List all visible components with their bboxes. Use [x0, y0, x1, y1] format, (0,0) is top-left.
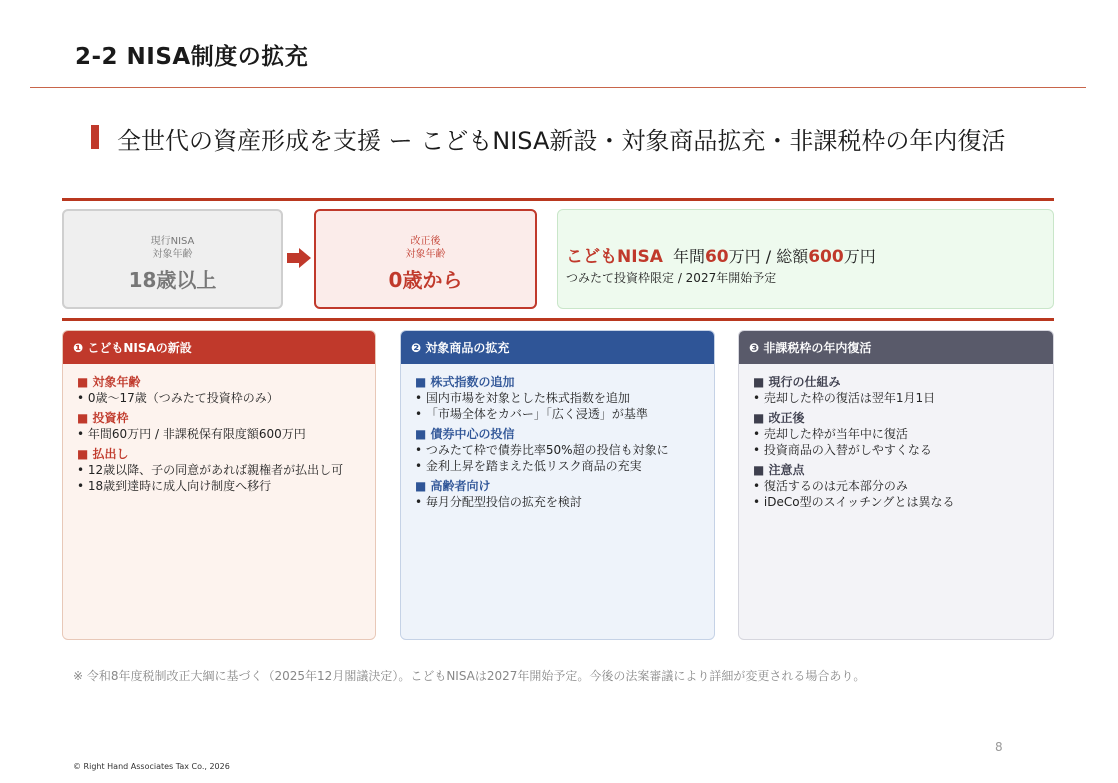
bullet-item: • 復活するのは元本部分のみ — [753, 479, 908, 493]
card-header: ❸ 非課税枠の年内復活 — [739, 331, 1053, 364]
section-title: ■ 注意点 — [753, 463, 805, 477]
bullet-item: • 「市場全体をカバー」「広く浸透」が基準 — [415, 407, 648, 421]
arrow-right-icon — [287, 248, 311, 268]
footnote: ※ 令和8年度税制改正大綱に基づく（2025年12月閣議決定）。こどもNISAは2027年開始予定。今後の法案審議により詳細が変更される場合あり。 — [73, 669, 866, 683]
comparison-bottom-rule — [62, 318, 1054, 321]
bullet-item: • 国内市場を対象とした株式指数を追加 — [415, 391, 630, 405]
section-title: ■ 改正後 — [753, 411, 805, 425]
current-nisa-box — [62, 209, 283, 309]
revised-age-label: 対象年齢 — [405, 249, 446, 260]
card-kids-nisa — [62, 330, 376, 640]
copyright: © Right Hand Associates Tax Co., 2026 — [73, 762, 230, 771]
bullet-item: • 0歳～17歳（つみたて投資枠のみ） — [77, 391, 279, 405]
subtitle-accent-bar — [91, 125, 99, 149]
bullet-item: • 年間60万円 / 非課税保有限度額600万円 — [77, 427, 306, 441]
revised-age-value: 0歳から — [388, 268, 463, 292]
total-unit: 万円 — [843, 247, 876, 266]
page-number: 8 — [995, 740, 1003, 754]
bullet-item: • iDeCo型のスイッチングとは異なる — [753, 495, 955, 509]
bullet-item: • 売却した枠の復活は翌年1月1日 — [753, 391, 936, 405]
annual-label: 年間 — [672, 247, 705, 266]
bullet-item: • 12歳以降、子の同意があれば親権者が払出し可 — [77, 463, 344, 477]
card-header: ❷ 対象商品の拡充 — [401, 331, 714, 364]
card-tax-free-revival — [738, 330, 1054, 640]
section-title: ■ 現行の仕組み — [753, 375, 841, 389]
section-title: ■ 投資枠 — [77, 411, 129, 425]
bullet-item: • 売却した枠が当年中に復活 — [753, 427, 908, 441]
kids-nisa-note: つみたて投資枠限定 / 2027年開始予定 — [566, 271, 777, 285]
kids-nisa-name: こどもNISA — [566, 247, 663, 267]
current-age-value: 18歳以上 — [128, 268, 217, 292]
bullet-item: • 毎月分配型投信の拡充を検討 — [415, 495, 582, 509]
slide-title: 2-2 NISA制度の拡充 — [75, 44, 309, 70]
revised-label: 改正後 — [410, 236, 441, 247]
section-title: ■ 株式指数の追加 — [415, 375, 515, 389]
section-title: ■ 対象年齢 — [77, 375, 141, 389]
total-value: 600 — [808, 247, 844, 267]
section-title: ■ 債券中心の投信 — [415, 427, 515, 441]
bullet-item: • 投資商品の入替がしやすくなる — [753, 443, 932, 457]
bullet-item: • 金利上昇を踏まえた低リスク商品の充実 — [415, 459, 642, 473]
card-products — [400, 330, 715, 640]
title-divider — [30, 87, 1086, 88]
annual-unit: 万円 / 総額 — [728, 247, 809, 266]
card-header: ❶ こどもNISAの新設 — [63, 331, 375, 364]
current-label: 現行NISA — [150, 236, 195, 247]
comparison-top-rule — [62, 198, 1054, 201]
bullet-item: • 18歳到達時に成人向け制度へ移行 — [77, 479, 272, 493]
current-age-label: 対象年齢 — [152, 249, 193, 260]
revised-nisa-box — [314, 209, 537, 309]
section-title: ■ 払出し — [77, 447, 129, 461]
kids-nisa-summary — [557, 209, 1054, 309]
section-title: ■ 高齢者向け — [415, 479, 491, 493]
slide-subtitle: 全世代の資産形成を支援 ー こどもNISA新設・対象商品拡充・非課税枠の年内復活 — [117, 127, 1006, 155]
bullet-item: • つみたて枠で債券比率50%超の投信も対象に — [415, 443, 669, 457]
annual-value: 60 — [704, 247, 729, 267]
